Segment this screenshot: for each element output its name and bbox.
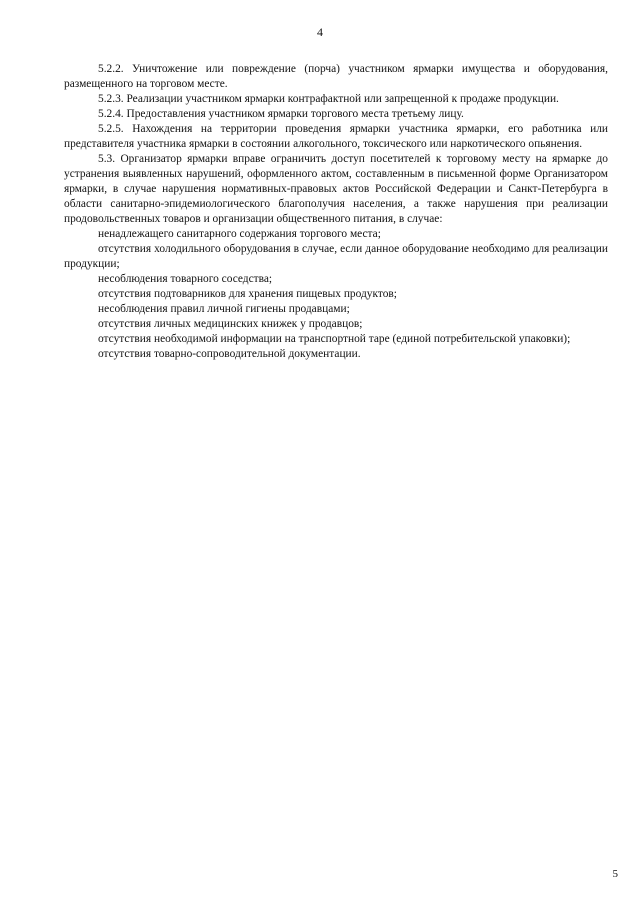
paragraph-5-2-2: 5.2.2. Уничтожение или повреждение (порча) участником ярмарки имущества и оборудования, размещенного на торговом месте.: [64, 63, 608, 90]
paragraph-5-2-4: 5.2.4. Предоставления участником ярмарки торгового места третьему лицу.: [98, 108, 464, 120]
footer-page-number: 5: [612, 868, 618, 880]
list-item: ненадлежащего санитарного содержания торгового места;: [98, 228, 381, 240]
list-item: отсутствия холодильного оборудования в случае, если данное оборудование необходимо для реализации продукции;: [64, 243, 608, 270]
list-item: отсутствия подтоварников для хранения пищевых продуктов;: [98, 288, 397, 300]
list-item: отсутствия товарно-сопроводительной документации.: [98, 348, 361, 360]
list-item: несоблюдения правил личной гигиены продавцами;: [98, 303, 350, 315]
document-body: [64, 62, 608, 362]
paragraph-5-2-3: 5.2.3. Реализации участником ярмарки контрафактной или запрещенной к продаже продукции.: [98, 93, 559, 105]
paragraph-5-3: 5.3. Организатор ярмарки вправе ограничить доступ посетителей к торговому месту на ярмарке до устранения выявленных нарушений, оформленного актом, составленным в письменной форме Организатором ярмарки, в случае нарушения нормативных-правовых актов Российской Федерации и Санкт-Петербурга в области санитарно-эпидемиологического благополучия населения, а также нарушения при реализации продовольственных товаров и организации общественного питания, в случае:: [64, 153, 608, 225]
paragraph-5-2-5: 5.2.5. Нахождения на территории проведения ярмарки участника ярмарки, его работника или представителя участника ярмарки в состоянии алкогольного, токсического или наркотического опьянения.: [64, 123, 608, 150]
page-number: 4: [317, 25, 323, 39]
list-item: отсутствия личных медицинских книжек у продавцов;: [98, 318, 363, 330]
list-item: несоблюдения товарного соседства;: [98, 273, 273, 285]
list-item: отсутствия необходимой информации на транспортной таре (единой потребительской упаковки);: [98, 333, 571, 345]
